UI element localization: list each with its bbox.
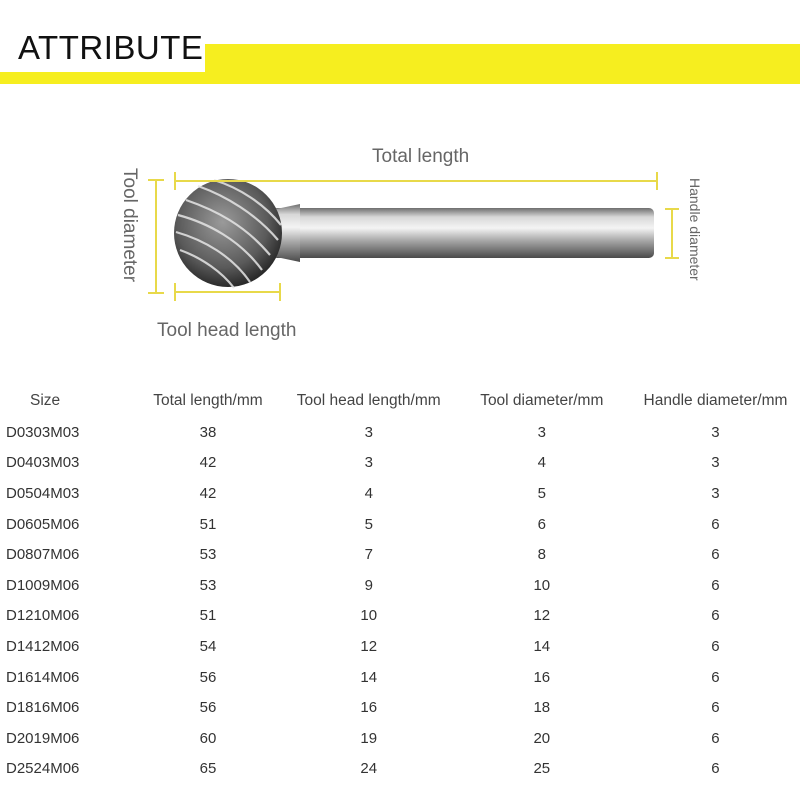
value-cell: 18 — [533, 699, 551, 717]
table-row — [0, 723, 800, 754]
value-cell: 6 — [711, 760, 720, 778]
value-cell: 14 — [360, 668, 378, 686]
handle-diameter-label: Handle diameter — [687, 178, 703, 281]
size-cell: D0303M03 — [6, 423, 80, 441]
total-length-label: Total length — [372, 146, 470, 167]
value-cell: 9 — [364, 576, 373, 594]
size-cell: D0403M03 — [6, 454, 80, 472]
value-cell: 8 — [537, 546, 546, 564]
table-row — [0, 448, 800, 479]
specifications-table — [0, 385, 800, 784]
column-header: Size — [30, 392, 61, 409]
value-cell: 53 — [199, 576, 217, 594]
page-title: ATTRIBUTE — [18, 29, 204, 66]
table-row — [0, 662, 800, 693]
value-cell: 60 — [199, 729, 217, 747]
value-cell: 6 — [711, 729, 720, 747]
table-row — [0, 570, 800, 601]
value-cell: 56 — [199, 699, 217, 717]
value-cell: 51 — [199, 607, 217, 625]
size-cell: D0504M03 — [6, 484, 80, 502]
value-cell: 16 — [360, 699, 378, 717]
value-cell: 4 — [364, 484, 373, 502]
value-cell: 5 — [537, 484, 546, 502]
value-cell: 24 — [360, 760, 378, 778]
table-header-row — [0, 385, 800, 417]
size-cell: D1412M06 — [6, 637, 80, 655]
value-cell: 3 — [537, 423, 546, 441]
value-cell: 3 — [364, 454, 373, 472]
size-cell: D0605M06 — [6, 515, 80, 533]
value-cell: 6 — [711, 576, 720, 594]
size-cell: D2524M06 — [6, 760, 80, 778]
table-row — [0, 601, 800, 632]
value-cell: 38 — [199, 423, 217, 441]
value-cell: 10 — [533, 576, 551, 594]
value-cell: 19 — [360, 729, 378, 747]
value-cell: 3 — [364, 423, 373, 441]
shank-shape — [272, 208, 654, 258]
value-cell: 20 — [533, 729, 551, 747]
value-cell: 12 — [533, 607, 551, 625]
value-cell: 5 — [364, 515, 373, 533]
value-cell: 16 — [533, 668, 551, 686]
table-row — [0, 539, 800, 570]
value-cell: 53 — [199, 546, 217, 564]
value-cell: 10 — [360, 607, 378, 625]
value-cell: 6 — [711, 607, 720, 625]
value-cell: 6 — [537, 515, 546, 533]
size-cell: D1614M06 — [6, 668, 80, 686]
header-label-box — [0, 24, 205, 72]
table-row — [0, 417, 800, 448]
value-cell: 42 — [199, 484, 217, 502]
column-header: Handle diameter/mm — [643, 392, 788, 409]
size-cell: D2019M06 — [6, 729, 80, 747]
value-cell: 6 — [711, 546, 720, 564]
size-cell: D1816M06 — [6, 699, 80, 717]
tool-dimension-diagram — [0, 130, 800, 350]
value-cell: 4 — [537, 454, 546, 472]
value-cell: 6 — [711, 699, 720, 717]
value-cell: 6 — [711, 637, 720, 655]
value-cell: 3 — [711, 454, 720, 472]
column-header: Tool head length/mm — [296, 392, 441, 409]
value-cell: 51 — [199, 515, 217, 533]
value-cell: 6 — [711, 515, 720, 533]
column-header: Tool diameter/mm — [480, 392, 604, 409]
size-cell: D1210M06 — [6, 607, 80, 625]
value-cell: 3 — [711, 484, 720, 502]
value-cell: 6 — [711, 668, 720, 686]
value-cell: 14 — [533, 637, 551, 655]
table-row — [0, 509, 800, 540]
size-cell: D1009M06 — [6, 576, 80, 594]
size-cell: D0807M06 — [6, 546, 80, 564]
table-row — [0, 754, 800, 785]
column-header: Total length/mm — [153, 392, 263, 409]
value-cell: 65 — [199, 760, 217, 778]
ball-head-shape — [174, 179, 282, 287]
value-cell: 56 — [199, 668, 217, 686]
table-row — [0, 631, 800, 662]
value-cell: 7 — [364, 546, 373, 564]
value-cell: 42 — [199, 454, 217, 472]
value-cell: 54 — [199, 637, 217, 655]
value-cell: 3 — [711, 423, 720, 441]
tool-diameter-label: Tool diameter — [119, 168, 140, 283]
value-cell: 25 — [533, 760, 551, 778]
value-cell: 12 — [360, 637, 378, 655]
table-row — [0, 692, 800, 723]
tool-head-length-label: Tool head length — [157, 320, 297, 341]
table-row — [0, 478, 800, 509]
